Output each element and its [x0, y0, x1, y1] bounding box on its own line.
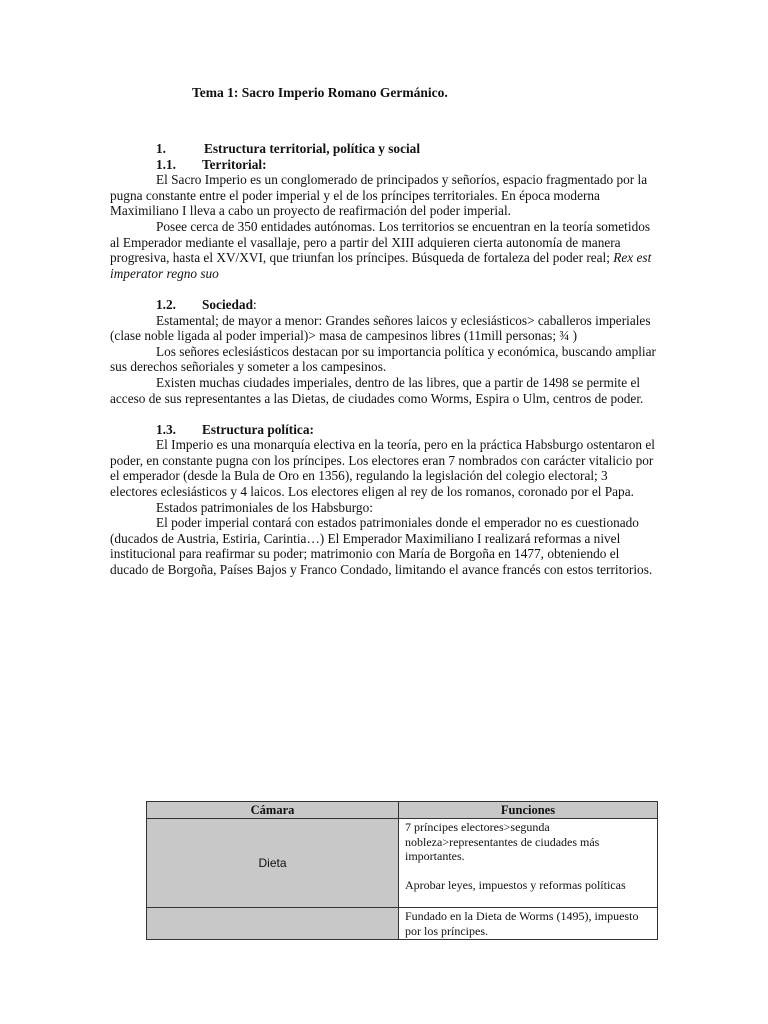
document-title: Tema 1: Sacro Imperio Romano Germánico.: [192, 85, 448, 100]
funciones-cell: [399, 819, 658, 908]
table-row: [147, 908, 658, 940]
column-header-camara: Cámara: [147, 802, 399, 819]
paragraph: Estados patrimoniales de los Habsburgo:: [156, 499, 373, 515]
subsection-number: 1.1.: [156, 156, 176, 172]
table-header-row: [147, 802, 658, 819]
subsection-heading-1-3: [110, 422, 658, 438]
paragraph: [110, 219, 658, 281]
paragraph: El Imperio es una monarquía electiva en la teoría, pero en la práctica Habsburgo ostentaron el poder, en constante pugna con los príncipes. Los electores eran 7 nombrados con carácter vitalicio por el emperador (desde la Bula de Oro en 1356), regulando la legislación del colegio electoral; 3 electores eclesiásticos y 4 laicos. Los electores eligen al rey de los romanos, coronado por el Papa.: [110, 437, 655, 500]
subsection-title: Estructura política:: [202, 421, 314, 437]
funciones-cell: [399, 908, 658, 940]
subsection-number: 1.3.: [156, 421, 176, 437]
funciones-text: 7 príncipes electores>segunda nobleza>representantes de ciudades más importantes.: [405, 820, 600, 863]
paragraph: Existen muchas ciudades imperiales, dentro de las libres, que a partir de 1498 se permite el acceso de sus representantes a las Dietas, de ciudades como Worms, Espira o Ulm, centros de poder.: [110, 374, 644, 406]
subsection-title: Territorial:: [202, 156, 267, 172]
subsection-heading-1-2: [110, 297, 658, 313]
chambers-table: [146, 801, 658, 940]
latin-quote: Rex est imperator regno suo: [110, 250, 652, 281]
table-row: [147, 819, 658, 908]
spacer: [405, 864, 651, 878]
funciones-text: Fundado en la Dieta de Worms (1495), impuesto por los príncipes.: [405, 909, 639, 938]
spacer: [110, 281, 658, 297]
camara-cell: Dieta: [147, 819, 399, 908]
funciones-text: Aprobar leyes, impuestos y reformas políticas: [405, 877, 626, 892]
section-title: Estructura territorial, política y social: [204, 141, 421, 156]
document-body: [110, 141, 658, 578]
section-number: 1.: [156, 141, 166, 156]
paragraph: El Sacro Imperio es un conglomerado de principados y señoríos, espacio fragmentado por la pugna constante entre el poder imperial y el de los príncipes territoriales. En época moderna Maximiliano I lleva a cabo un proyecto de reafirmación del poder imperial.: [110, 172, 648, 219]
camara-cell: [147, 908, 399, 940]
subsection-heading-1-1: [110, 157, 658, 173]
paragraph-text: Posee cerca de 350 entidades autónomas. Los territorios se encuentran en la teoría sometidos al Emperador mediante el vasallaje, pero a partir del XIII adquieren cierta autonomía de manera progresiva, hasta el XV/XVI, que triunfan los príncipes. Búsqueda de fortaleza del poder real;: [110, 218, 651, 266]
column-header-funciones: Funciones: [399, 802, 658, 819]
spacer: [110, 406, 658, 422]
subsection-colon: :: [252, 296, 257, 312]
section-heading-1: [110, 141, 658, 157]
paragraph: Los señores eclesiásticos destacan por su importancia política y económica, buscando ampliar sus derechos señoriales y someter a los campesinos.: [110, 343, 656, 375]
subsection-title: Sociedad: [202, 296, 253, 312]
paragraph: Estamental; de mayor a menor: Grandes señores laicos y eclesiásticos> caballeros imperiales (clase noble ligada al poder imperial)> masa de campesinos libres (11mill personas; ¾ ): [110, 312, 651, 344]
paragraph: El poder imperial contará con estados patrimoniales donde el emperador no es cuestionado (ducados de Austria, Estiria, Carintia…) El Emperador Maximiliano I realizará reformas a nivel institucional para reafirmar su poder; matrimonio con María de Borgoña en 1477, obteniendo el ducado de Borgoña, Países Bajos y Franco Condado, limitando el avance francés con estos territorios.: [110, 515, 653, 578]
subsection-number: 1.2.: [156, 296, 176, 312]
